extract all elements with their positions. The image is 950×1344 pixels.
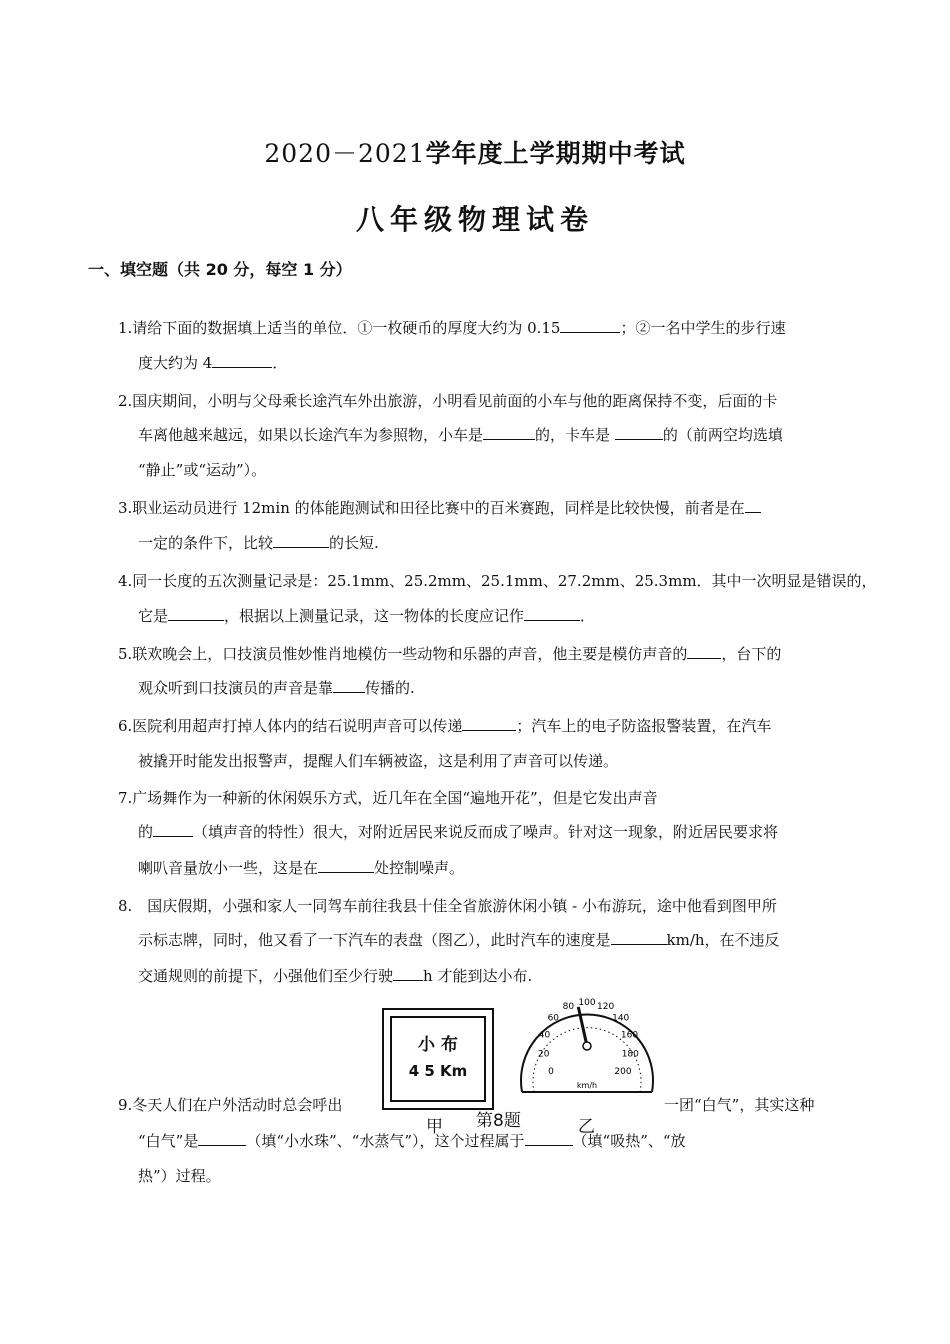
answer-blank[interactable] — [615, 425, 663, 440]
gauge-needle-hub — [583, 1042, 591, 1050]
exam-title-text: 学年度上学期期中考试 — [425, 139, 686, 168]
question-6-line-1: 6.医院利用超声打掉人体内的结石说明声音可以传递 ；汽车上的电子防盗报警装置，在汽车 — [118, 717, 772, 735]
answer-blank[interactable] — [212, 353, 272, 368]
gauge-tick-label: 100 — [578, 998, 596, 1008]
figure-caption: 第8题 — [476, 1111, 521, 1131]
question-1-line-2: 度大约为 4 ． — [138, 354, 288, 372]
question-7-line-2: 的 （填声音的特性）很大，对附近居民来说反而成了噪声。针对这一现象，附近居民要求将 — [138, 823, 779, 841]
question-5-line-2: 观众听到口技演员的声音是靠 传播的. — [138, 679, 415, 697]
answer-blank[interactable] — [611, 930, 667, 945]
exam-title — [0, 134, 950, 170]
question-4-line-1: 4.同一长度的五次测量记录是：25.1mm、25.2mm、25.1mm、27.2mm、25.3mm．其中一次明显是错误的， — [118, 572, 877, 590]
gauge-tick-label: 20 — [537, 1049, 550, 1060]
figure-label-a: 甲 — [426, 1117, 443, 1137]
speedometer — [512, 966, 662, 1102]
answer-blank[interactable] — [153, 822, 193, 837]
question-8-line-1: 8. 国庆假期，小强和家人一同驾车前往我县十佳全省旅游休闲小镇 - 小布游玩，途中他看到图甲所 — [118, 897, 777, 915]
question-2-line-3: “静止”或“运动”）。 — [138, 461, 267, 479]
question-2-line-1: 2.国庆期间，小明与父母乘长途汽车外出旅游，小明看见前面的小车与他的距离保持不变，后面的卡 — [118, 392, 778, 410]
question-7-line-1: 7.广场舞作为一种新的休闲娱乐方式，近几年在全国“遍地开花”，但是它发出声音 — [118, 789, 658, 807]
gauge-tick-label: 160 — [620, 1030, 639, 1041]
gauge-needle — [578, 1007, 587, 1046]
paper-subtitle: 八年级物理试卷 — [355, 203, 594, 236]
question-6-line-2: 被撬开时能发出报警声，提醒人们车辆被盗，这是利用了声音可以传递。 — [138, 752, 619, 770]
question-7-line-3: 喇叭音量放小一些，这是在 处控制噪声。 — [138, 859, 465, 877]
gauge-tick-label: 40 — [538, 1030, 551, 1041]
question-9-line-1a: 9.冬天人们在户外活动时总会呼出 — [118, 1096, 343, 1114]
answer-blank[interactable] — [524, 606, 580, 621]
road-sign-frame — [382, 1008, 494, 1110]
answer-blank[interactable] — [393, 966, 423, 981]
gauge-tick-label: 140 — [612, 1013, 630, 1024]
answer-blank[interactable] — [687, 644, 721, 659]
gauge-tick-label: 180 — [621, 1049, 639, 1060]
question-9-line-2: “白气”是 （填“小水珠”、“水蒸气”），这个过程属于 （填“吸热”、“放 — [138, 1132, 686, 1150]
sign-place-name: 小 布 — [418, 1035, 458, 1055]
answer-blank[interactable] — [273, 533, 329, 548]
gauge-tick-label: 0 — [548, 1067, 554, 1078]
question-1-line-1: 1.请给下面的数据填上适当的单位．①一枚硬币的厚度大约为 0.15 ；②一名中学生的步行速 — [118, 319, 786, 337]
sign-distance: 4 5 Km — [408, 1062, 468, 1080]
section-heading: 一、填空题（共 20 分，每空 1 分） — [88, 260, 352, 279]
question-4-line-2: 它是 ，根据以上测量记录，这一物体的长度应记作 ． — [138, 607, 596, 625]
road-sign-inner — [390, 1016, 486, 1102]
question-5-line-1: 5.联欢晚会上，口技演员惟妙惟肖地模仿一些动物和乐器的声音，他主要是模仿声音的 ，台下的 — [118, 645, 782, 663]
speedometer-gauge — [521, 998, 653, 1092]
gauge-tick-label: 120 — [597, 1002, 615, 1013]
exam-year: 2020－2021 — [264, 139, 426, 168]
question-3-line-1: 3.职业运动员进行 12min 的体能跑测试和田径比赛中的百米赛跑，同样是比较快慢，前者是在 — [118, 498, 761, 518]
question-9-line-3: 热”）过程。 — [138, 1167, 221, 1185]
figure-label-b: 乙 — [578, 1117, 595, 1137]
answer-blank[interactable] — [333, 678, 365, 693]
answer-blank[interactable] — [483, 425, 535, 440]
answer-blank[interactable] — [318, 858, 374, 873]
answer-blank[interactable] — [525, 1131, 573, 1146]
answer-blank[interactable] — [462, 716, 516, 731]
answer-blank[interactable] — [560, 318, 620, 333]
answer-blank[interactable] — [745, 498, 761, 513]
gauge-unit-label: km/h — [576, 1081, 598, 1090]
gauge-tick-label: 60 — [547, 1013, 560, 1024]
answer-blank[interactable] — [168, 606, 224, 621]
gauge-tick-label: 80 — [562, 1002, 575, 1013]
gauge-tick-label: 200 — [614, 1067, 632, 1078]
question-9-line-1b: 一团“白气”，其实这种 — [664, 1096, 815, 1114]
answer-blank[interactable] — [198, 1131, 246, 1146]
question-8-line-2: 示标志牌，同时，他又看了一下汽车的表盘（图乙），此时汽车的速度是 km/h，在不违反 — [138, 931, 780, 949]
question-8-line-3: 交通规则的前提下，小强他们至少行驶 h 才能到达小布. — [138, 967, 533, 985]
question-2-line-2: 车离他越来越远，如果以长途汽车为参照物，小车是 的，卡车是 的（前两空均选填 — [138, 426, 783, 444]
question-3-line-2: 一定的条件下，比较 的长短. — [138, 534, 379, 552]
